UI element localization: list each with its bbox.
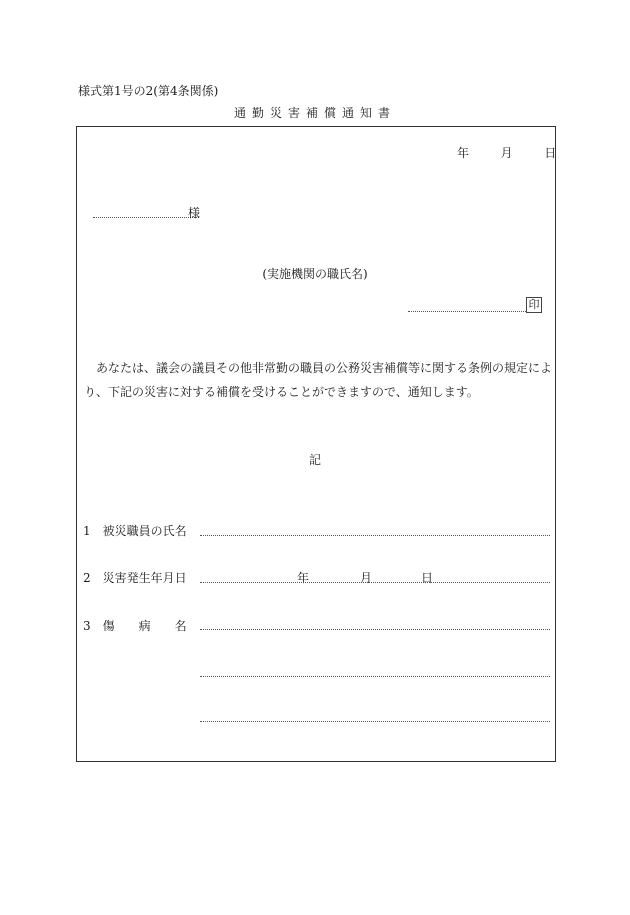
accident-year-label: 年 (297, 571, 310, 585)
accident-day-label: 日 (421, 571, 434, 585)
item-label: 傷 病 名 (102, 619, 187, 633)
notice-body (84, 356, 552, 404)
seal-mark: 印 (526, 297, 542, 313)
notice-body-line-2: り、下記の災害に対する補償を受けることができますので、通知します。 (84, 385, 479, 399)
injury-name-field-3[interactable] (200, 721, 550, 722)
ki-heading: 記 (308, 453, 321, 467)
item-number: 3 (83, 619, 91, 633)
issuer-name-field[interactable] (408, 311, 526, 312)
recipient-name-field[interactable] (93, 217, 199, 218)
item-label: 災害発生年月日 (102, 571, 187, 585)
date-year-label: 年 (457, 146, 470, 160)
item-number: 1 (83, 524, 91, 538)
item-number: 2 (83, 571, 91, 585)
notice-body-line-1: あなたは、議会の議員その他非常勤の職員の公務災害補償等に関する条例の規定によ (96, 361, 553, 375)
injury-name-field-2[interactable] (200, 676, 550, 677)
item-victim-name (83, 522, 187, 539)
form-frame (76, 126, 556, 762)
accident-date-field[interactable] (200, 582, 550, 583)
form-number-label: 様式第1号の2(第4条関係) (78, 84, 219, 98)
document-title: 通勤災害補償通知書 (233, 106, 396, 120)
recipient-honorific: 様 (188, 206, 201, 220)
date-day-label: 日 (544, 146, 557, 160)
injury-name-field-1[interactable] (200, 629, 550, 630)
accident-month-label: 月 (360, 571, 373, 585)
item-accident-date (83, 569, 187, 586)
item-label: 被災職員の氏名 (102, 524, 187, 538)
item-injury-name (83, 617, 187, 634)
issuer-label: (実施機関の職氏名) (262, 267, 368, 281)
victim-name-field[interactable] (200, 535, 550, 536)
date-month-label: 月 (500, 146, 513, 160)
issue-date (457, 144, 556, 161)
